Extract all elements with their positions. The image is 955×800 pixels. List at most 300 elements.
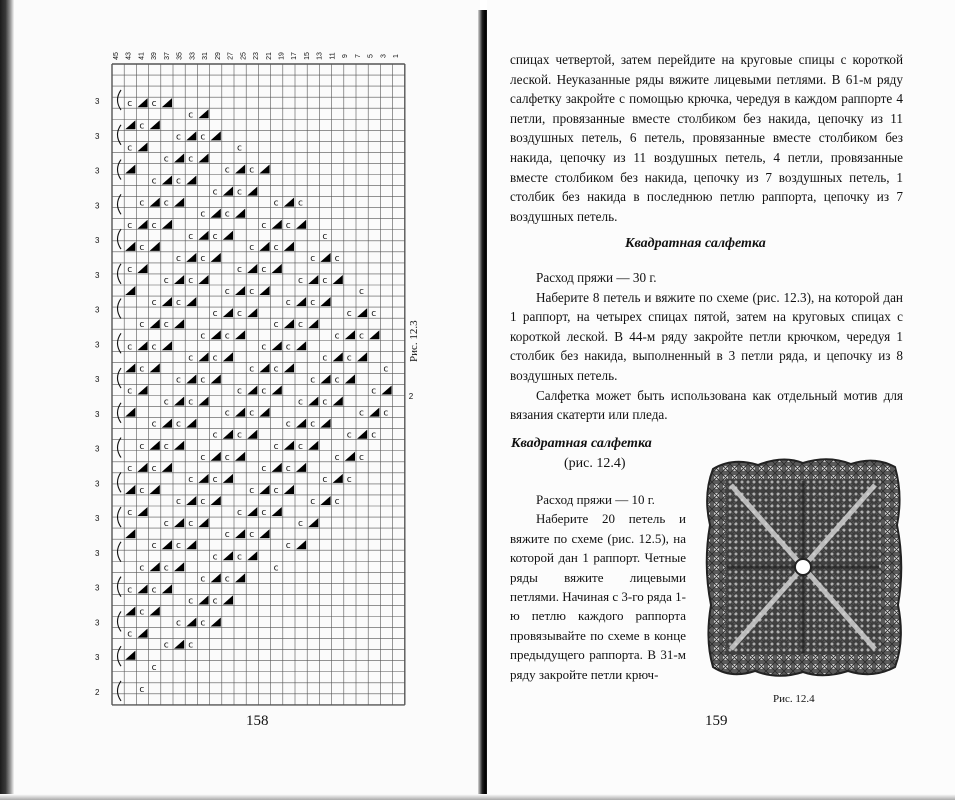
decrease-symbol	[125, 286, 135, 295]
column-number: 37	[163, 52, 171, 60]
yarn-over-symbol: c	[334, 452, 340, 463]
yarn-over-symbol: c	[176, 541, 181, 552]
decrease-symbol	[125, 164, 135, 173]
yarn-over-symbol: c	[273, 198, 279, 209]
figure-reference: (рис. 12.4)	[564, 456, 626, 471]
yarn-over-symbol: c	[322, 276, 328, 286]
chart-grid	[112, 64, 405, 705]
yarn-over-symbol: c	[176, 618, 181, 629]
decrease-symbol	[320, 253, 330, 262]
decrease-symbol	[198, 231, 208, 240]
yarn-over-symbol: c	[237, 430, 242, 441]
yarn-over-symbol: c	[151, 419, 157, 430]
decrease-symbol	[272, 264, 282, 273]
yarn-over-symbol: c	[298, 441, 303, 452]
decrease-symbol	[125, 242, 135, 251]
decrease-symbol	[211, 496, 221, 505]
row-bracket	[118, 90, 122, 110]
yarn-over-symbol: c	[176, 132, 181, 143]
column-number: 5	[367, 54, 375, 58]
decrease-symbol	[162, 540, 172, 549]
decrease-symbol	[174, 319, 184, 328]
decrease-symbol	[272, 385, 282, 394]
yarn-over-symbol: c	[200, 209, 206, 220]
decrease-symbol	[235, 452, 245, 461]
photo-caption-12-4: Рис. 12.4	[773, 693, 815, 705]
yarn-over-symbol: c	[322, 353, 328, 364]
figure-caption-12-3: Рис. 12.3	[408, 320, 420, 362]
decrease-symbol	[284, 198, 294, 207]
decrease-symbol	[259, 363, 269, 372]
decrease-symbol	[150, 319, 160, 328]
decrease-symbol	[198, 153, 208, 162]
decrease-symbol	[247, 430, 257, 439]
yarn-over-symbol: c	[298, 276, 303, 286]
decrease-symbol	[357, 430, 367, 439]
yarn-over-symbol: c	[176, 497, 181, 507]
decrease-symbol	[259, 529, 269, 538]
yarn-over-symbol: c	[237, 386, 242, 397]
decrease-symbol	[162, 463, 172, 472]
decrease-symbol	[235, 529, 245, 538]
row-number-left: 3	[95, 409, 100, 419]
row-number-left: 3	[95, 444, 100, 454]
yarn-over-symbol: c	[224, 530, 230, 541]
decrease-symbol	[223, 474, 233, 483]
row-number-left: 3	[95, 131, 100, 141]
yarn-over-symbol: c	[346, 309, 352, 320]
yarn-over-symbol: c	[127, 143, 133, 154]
decrease-symbol	[137, 341, 147, 350]
yarn-over-symbol: c	[310, 253, 316, 264]
yarn-over-symbol: c	[261, 220, 267, 231]
paragraph: Расход пряжи — 10 г.	[536, 492, 655, 507]
column-number: 21	[265, 52, 273, 60]
decrease-symbol	[174, 397, 184, 406]
column-number: 39	[151, 52, 159, 60]
yarn-over-symbol: c	[261, 463, 267, 474]
yarn-over-symbol: c	[212, 187, 218, 198]
yarn-over-symbol: c	[261, 264, 267, 275]
yarn-over-symbol: c	[310, 375, 316, 386]
yarn-over-symbol: c	[151, 541, 157, 552]
row-number-left: 3	[95, 514, 100, 524]
row-bracket	[118, 681, 122, 701]
decrease-symbol	[296, 463, 306, 472]
yarn-over-symbol: c	[163, 563, 169, 574]
decrease-symbol	[186, 131, 196, 140]
decrease-symbol	[174, 640, 184, 649]
yarn-over-symbol: c	[188, 231, 194, 242]
decrease-symbol	[125, 408, 135, 417]
yarn-over-symbol: c	[139, 320, 145, 331]
yarn-over-symbol: c	[139, 607, 145, 618]
yarn-over-symbol: c	[200, 574, 206, 585]
decrease-symbol	[247, 264, 257, 273]
decrease-symbol	[186, 540, 196, 549]
yarn-over-symbol: c	[163, 519, 169, 530]
paragraph: Наберите 8 петель и вяжите по схеме (рис. 12.3), на которой дан 1 раппорт, на четырех спицах пятой, затем на круговых спицах с короткой леской. В 44-м ряду закройте петли крючком, чередуя 1 столбик без накида, выполненный в 3 петли ряда, и цепочку из 8 воздушных петель.	[510, 289, 903, 383]
decrease-symbol	[211, 330, 221, 339]
yarn-over-symbol: c	[298, 320, 303, 331]
row-bracket	[118, 368, 122, 388]
yarn-over-symbol: c	[163, 397, 169, 408]
column-number: 25	[240, 52, 248, 60]
decrease-symbol	[223, 187, 233, 196]
decrease-symbol	[284, 242, 294, 251]
decrease-symbol	[296, 419, 306, 428]
decrease-symbol	[186, 297, 196, 306]
decrease-symbol	[333, 352, 343, 361]
book-bottom-edge	[0, 794, 955, 800]
row-bracket	[118, 403, 122, 423]
yarn-over-symbol: c	[212, 552, 218, 563]
row-bracket	[118, 646, 122, 666]
yarn-over-symbol: c	[273, 364, 279, 375]
column-number: 23	[253, 52, 261, 60]
yarn-over-symbol: c	[200, 375, 206, 386]
decrease-symbol	[272, 507, 282, 516]
continued-text	[510, 50, 903, 226]
decrease-symbol	[223, 231, 233, 240]
decrease-symbol	[174, 198, 184, 207]
yarn-over-symbol: c	[359, 452, 364, 463]
yarn-over-symbol: c	[273, 563, 279, 574]
column-number: 7	[354, 54, 362, 58]
yarn-over-symbol: c	[285, 419, 291, 430]
column-number: 3	[380, 54, 388, 58]
yarn-over-symbol: c	[139, 684, 145, 695]
yarn-over-symbol: c	[371, 386, 377, 397]
decrease-symbol	[296, 220, 306, 229]
yarn-over-symbol: c	[212, 474, 218, 485]
yarn-over-symbol: c	[127, 386, 133, 397]
decrease-symbol	[174, 518, 184, 527]
yarn-over-symbol: c	[127, 264, 133, 275]
decrease-symbol	[150, 562, 160, 571]
decrease-symbol	[174, 153, 184, 162]
yarn-over-symbol: c	[139, 121, 145, 132]
yarn-over-symbol: c	[151, 585, 157, 596]
yarn-over-symbol: c	[249, 364, 255, 375]
section-heading: Квадратная салфетка	[625, 236, 766, 251]
yarn-over-symbol: c	[237, 143, 242, 154]
yarn-over-symbol: c	[176, 176, 181, 187]
decrease-symbol	[357, 352, 367, 361]
row-number-left: 3	[95, 479, 100, 489]
yarn-over-symbol: c	[273, 441, 279, 452]
yarn-over-symbol: c	[285, 541, 291, 552]
decrease-symbol	[320, 297, 330, 306]
row-bracket	[118, 194, 122, 214]
column-number: 17	[291, 52, 299, 60]
decrease-symbol	[186, 176, 196, 185]
yarn-over-symbol: c	[298, 198, 303, 209]
decrease-symbol	[162, 584, 172, 593]
yarn-over-symbol: c	[200, 331, 206, 342]
yarn-over-symbol: c	[200, 497, 206, 507]
yarn-over-symbol: c	[224, 209, 230, 220]
yarn-over-symbol: c	[334, 253, 340, 264]
row-bracket	[118, 438, 122, 458]
decrease-symbol	[211, 253, 221, 262]
page-number-right: 159	[705, 713, 728, 729]
decrease-symbol	[284, 363, 294, 372]
yarn-over-symbol: c	[249, 485, 255, 496]
decrease-symbol	[125, 651, 135, 660]
decrease-symbol	[162, 98, 172, 107]
decrease-symbol	[284, 441, 294, 450]
yarn-over-symbol: c	[139, 364, 145, 375]
column-number: 11	[329, 52, 337, 60]
yarn-over-symbol: c	[249, 408, 255, 419]
section-body	[510, 268, 903, 425]
decrease-symbol	[211, 374, 221, 383]
yarn-over-symbol: c	[383, 408, 389, 419]
row-number-left: 3	[95, 270, 100, 280]
column-number: 45	[113, 52, 120, 60]
decrease-symbol	[211, 618, 221, 627]
decrease-symbol	[150, 363, 160, 372]
yarn-over-symbol: c	[188, 276, 194, 286]
yarn-over-symbol: c	[127, 342, 133, 353]
column-number: 43	[125, 52, 133, 60]
row-number-left: 3	[95, 653, 100, 663]
yarn-over-symbol: c	[139, 242, 145, 253]
decrease-symbol	[150, 606, 160, 615]
section-body	[510, 490, 686, 684]
decrease-symbol	[186, 496, 196, 505]
row-bracket	[118, 542, 122, 562]
yarn-over-symbol: c	[237, 309, 242, 320]
row-number-left: 3	[95, 236, 100, 246]
yarn-over-symbol: c	[298, 519, 303, 530]
row-number-right: 2	[408, 392, 414, 401]
decrease-symbol	[333, 474, 343, 483]
decrease-symbol	[174, 562, 184, 571]
decrease-symbol	[259, 242, 269, 251]
row-number-left: 3	[95, 583, 100, 593]
decrease-symbol	[272, 463, 282, 472]
decrease-symbol	[186, 374, 196, 383]
decrease-symbol	[284, 485, 294, 494]
yarn-over-symbol: c	[212, 231, 218, 242]
decrease-symbol	[137, 220, 147, 229]
yarn-over-symbol: c	[224, 574, 230, 585]
yarn-over-symbol: c	[188, 519, 194, 530]
yarn-over-symbol: c	[163, 276, 169, 286]
yarn-over-symbol: c	[163, 198, 169, 209]
decrease-symbol	[320, 496, 330, 505]
decrease-symbol	[198, 397, 208, 406]
decrease-symbol	[296, 297, 306, 306]
decrease-symbol	[333, 275, 343, 284]
column-number: 9	[342, 54, 350, 58]
yarn-over-symbol: c	[163, 441, 169, 452]
yarn-over-symbol: c	[359, 408, 364, 419]
yarn-over-symbol: c	[334, 497, 340, 507]
yarn-over-symbol: c	[176, 419, 181, 430]
column-number: 35	[176, 52, 184, 60]
yarn-over-symbol: c	[237, 264, 242, 275]
decrease-symbol	[137, 507, 147, 516]
row-number-left: 3	[95, 97, 100, 106]
yarn-over-symbol: c	[127, 508, 133, 519]
decrease-symbol	[211, 452, 221, 461]
decrease-symbol	[223, 595, 233, 604]
yarn-over-symbol: c	[188, 110, 194, 121]
row-number-left: 3	[95, 375, 100, 385]
column-number: 27	[227, 52, 235, 60]
row-bracket	[118, 125, 122, 145]
row-bracket	[118, 333, 122, 353]
decrease-symbol	[162, 419, 172, 428]
row-bracket	[118, 472, 122, 492]
yarn-over-symbol: c	[127, 629, 133, 640]
decrease-symbol	[308, 275, 318, 284]
decrease-symbol	[162, 341, 172, 350]
decrease-symbol	[174, 275, 184, 284]
yarn-over-symbol: c	[346, 474, 352, 485]
column-number: 33	[189, 52, 197, 60]
decrease-symbol	[211, 573, 221, 582]
yarn-over-symbol: c	[224, 331, 230, 342]
row-number-left: 3	[95, 305, 100, 315]
yarn-over-symbol: c	[151, 662, 157, 673]
yarn-over-symbol: c	[322, 474, 328, 485]
decrease-symbol	[259, 485, 269, 494]
decrease-symbol	[296, 341, 306, 350]
decrease-symbol	[198, 474, 208, 483]
doily-photo	[703, 455, 903, 680]
column-number: 29	[214, 52, 222, 60]
yarn-over-symbol: c	[346, 353, 352, 364]
decrease-symbol	[198, 352, 208, 361]
decrease-symbol	[235, 330, 245, 339]
decrease-symbol	[369, 408, 379, 417]
decrease-symbol	[272, 220, 282, 229]
decrease-symbol	[186, 618, 196, 627]
yarn-over-symbol: c	[261, 386, 267, 397]
yarn-over-symbol: c	[237, 187, 242, 198]
yarn-over-symbol: c	[212, 430, 218, 441]
yarn-over-symbol: c	[127, 99, 133, 110]
decrease-symbol	[150, 120, 160, 129]
yarn-over-symbol: c	[285, 220, 291, 231]
decrease-symbol	[150, 441, 160, 450]
decrease-symbol	[150, 198, 160, 207]
yarn-over-symbol: c	[176, 375, 181, 386]
yarn-over-symbol: c	[163, 320, 169, 331]
decrease-symbol	[247, 187, 257, 196]
decrease-symbol	[247, 308, 257, 317]
yarn-over-symbol: c	[139, 563, 145, 574]
yarn-over-symbol: c	[383, 364, 389, 375]
decrease-symbol	[259, 286, 269, 295]
decrease-symbol	[223, 551, 233, 560]
yarn-over-symbol: c	[151, 463, 157, 474]
yarn-over-symbol: c	[127, 585, 133, 596]
yarn-over-symbol: c	[371, 430, 377, 441]
column-number: 41	[138, 52, 146, 60]
decrease-symbol	[125, 363, 135, 372]
decrease-symbol	[150, 242, 160, 251]
yarn-over-symbol: c	[334, 375, 340, 386]
column-number: 15	[303, 52, 311, 60]
decrease-symbol	[137, 142, 147, 151]
decrease-symbol	[381, 385, 391, 394]
decrease-symbol	[357, 308, 367, 317]
decrease-symbol	[150, 485, 160, 494]
knitting-chart	[92, 46, 412, 708]
yarn-over-symbol: c	[322, 231, 328, 242]
yarn-over-symbol: c	[237, 508, 242, 519]
decrease-symbol	[125, 120, 135, 129]
yarn-over-symbol: c	[139, 441, 145, 452]
yarn-over-symbol: c	[163, 154, 169, 165]
decrease-symbol	[162, 297, 172, 306]
yarn-over-symbol: c	[298, 397, 303, 408]
decrease-symbol	[345, 452, 355, 461]
decrease-symbol	[235, 286, 245, 295]
yarn-over-symbol: c	[224, 165, 230, 176]
yarn-over-symbol: c	[334, 331, 340, 342]
row-bracket	[118, 229, 122, 249]
yarn-over-symbol: c	[310, 298, 316, 309]
column-number: 19	[278, 52, 286, 60]
decrease-symbol	[235, 408, 245, 417]
yarn-over-symbol: c	[188, 596, 194, 607]
decrease-symbol	[369, 330, 379, 339]
decrease-symbol	[223, 352, 233, 361]
decrease-symbol	[284, 319, 294, 328]
yarn-over-symbol: c	[224, 287, 230, 298]
column-number: 31	[202, 52, 210, 60]
decrease-symbol	[247, 385, 257, 394]
paragraph: Наберите 20 петель и вяжите по схеме (рис. 12.5), на которой дан 1 раппорт. Четные ряды вяжите лицевыми петлями. Начиная с 3-го ряда 1-ю петлю каждого раппорта провязывайте по схеме в конце предыдущего раппорта. В 31-м ряду закройте петли крюч-	[510, 511, 686, 682]
yarn-over-symbol: c	[249, 165, 255, 176]
row-bracket	[118, 611, 122, 631]
decrease-symbol	[137, 264, 147, 273]
decrease-symbol	[137, 463, 147, 472]
yarn-over-symbol: c	[151, 220, 157, 231]
page-number-left: 158	[246, 713, 269, 729]
row-bracket	[118, 160, 122, 180]
row-bracket	[118, 299, 122, 319]
yarn-over-symbol: c	[285, 463, 291, 474]
paragraph: Расход пряжи — 30 г.	[536, 270, 657, 285]
section-heading: Квадратная салфетка	[511, 436, 652, 451]
yarn-over-symbol: c	[139, 485, 145, 496]
decrease-symbol	[296, 540, 306, 549]
yarn-over-symbol: c	[310, 419, 316, 430]
decrease-symbol	[137, 629, 147, 638]
yarn-over-symbol: c	[224, 408, 230, 419]
decrease-symbol	[235, 164, 245, 173]
yarn-over-symbol: c	[249, 242, 255, 253]
row-number-left: 2	[95, 687, 100, 697]
yarn-over-symbol: c	[249, 530, 255, 541]
decrease-symbol	[308, 397, 318, 406]
decrease-symbol	[198, 109, 208, 118]
yarn-over-symbol: c	[273, 320, 279, 331]
yarn-over-symbol: c	[346, 430, 352, 441]
decrease-symbol	[174, 441, 184, 450]
yarn-over-symbol: c	[188, 353, 194, 364]
column-number: 1	[393, 54, 401, 58]
decrease-symbol	[211, 131, 221, 140]
paragraph: Салфетка может быть использована как отдельный мотив для вязания скатерти или пледа.	[510, 387, 903, 423]
